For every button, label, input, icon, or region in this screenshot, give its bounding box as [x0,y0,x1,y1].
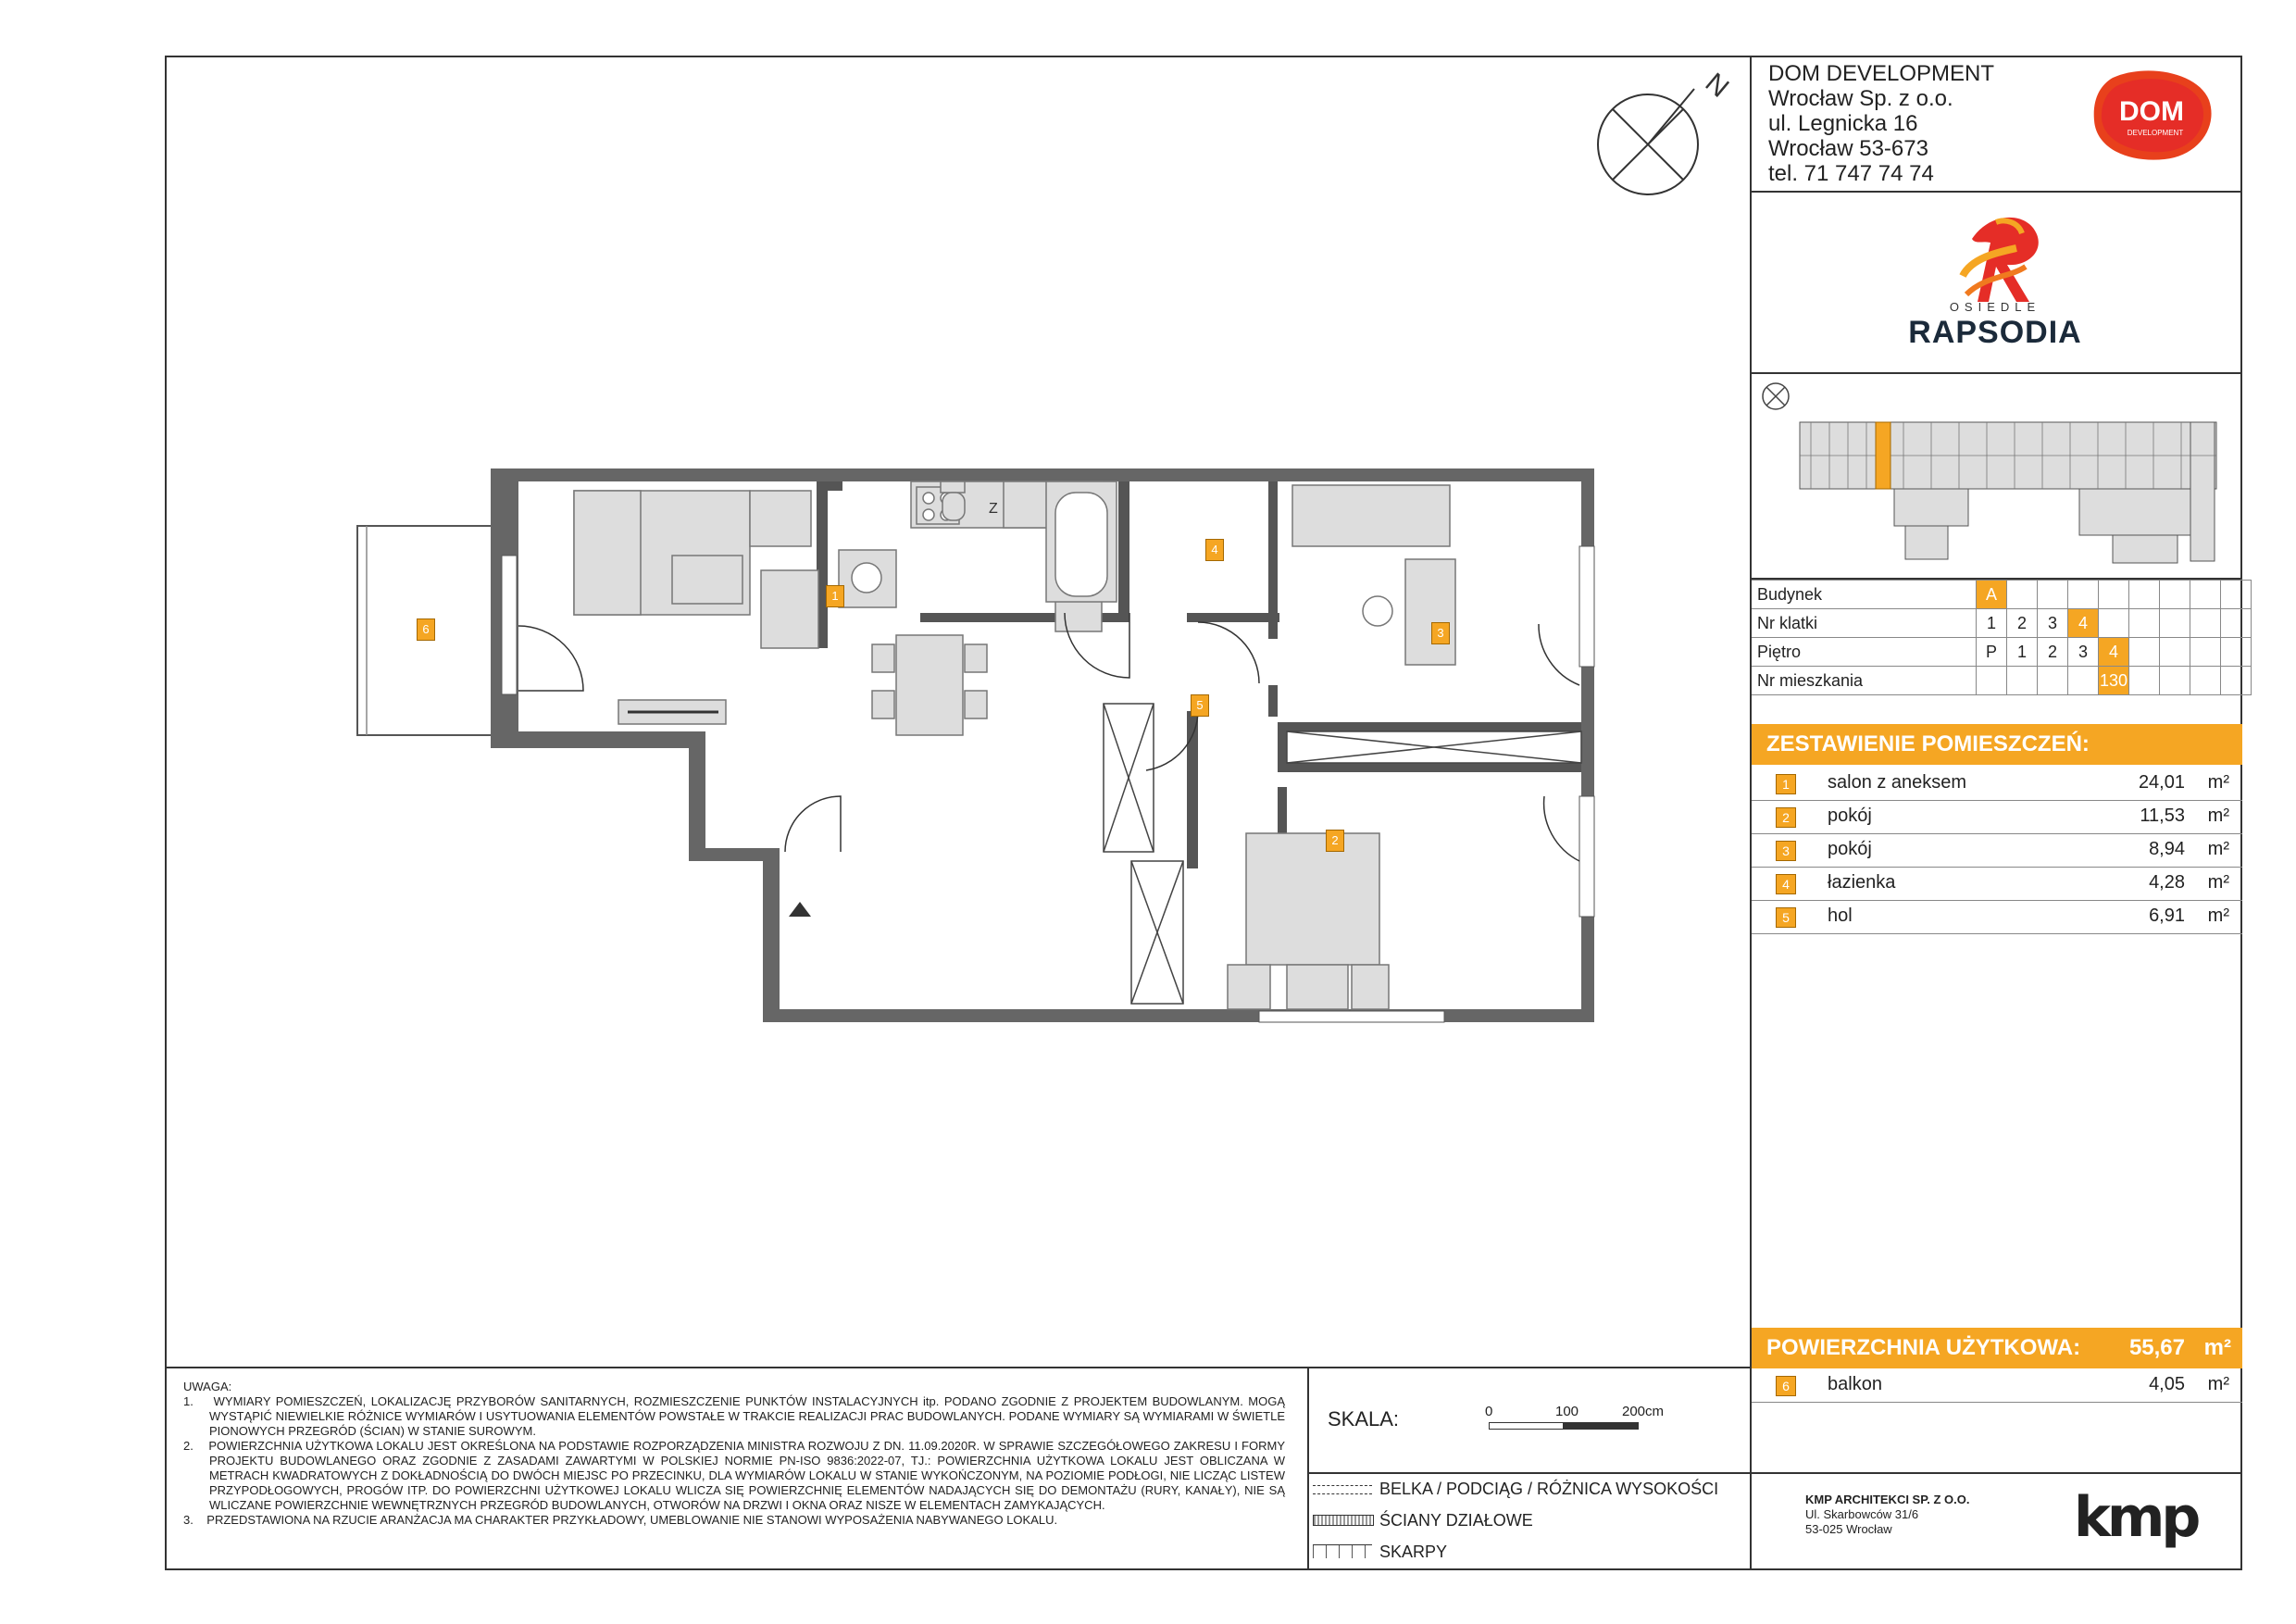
room-unit: m² [2207,839,2229,859]
legend-beam: BELKA / PODCIĄG / RÓŻNICA WYSOKOŚCI [1379,1480,1718,1499]
room-tag: 5 [1191,694,1209,717]
balcony-name: balkon [1828,1374,1882,1394]
divider [1307,1367,1309,1570]
logo-text: DOM [2119,96,2184,127]
location-cell [2099,609,2129,638]
location-cell [1977,667,2007,695]
room-name: salon z aneksem [1828,772,1967,793]
location-cell [2221,609,2252,638]
scale-label: SKALA: [1328,1407,1400,1430]
notes-title: UWAGA: [183,1380,232,1393]
usable-area-unit: m² [2203,1335,2231,1360]
location-cell: 3 [2038,609,2068,638]
room-area: 8,94 [2149,839,2185,859]
location-cell [2190,667,2221,695]
key-plan-unit-highlight [1876,422,1890,489]
location-cell [2099,581,2129,609]
partition-wall-icon [1313,1515,1374,1526]
estate-logo [1907,211,2083,359]
balcony-unit: m² [2207,1374,2229,1394]
location-cell [2190,638,2221,667]
location-cell: 130 [2099,667,2129,695]
rooms-header: ZESTAWIENIE POMIESZCZEŃ: [1752,724,2242,765]
location-label: Budynek [1752,581,1977,609]
room-area: 11,53 [2140,806,2185,826]
room-number: 2 [1776,807,1796,828]
room-name: łazienka [1828,872,1896,893]
location-cell [2007,667,2038,695]
balcony-row [1752,1368,2242,1403]
balcony-area: 4,05 [2149,1374,2185,1394]
room-unit: m² [2207,872,2229,893]
location-cell: P [1977,638,2007,667]
key-plan-compass-icon [1763,383,1789,409]
company-info [1768,61,1994,186]
scale-bar [1485,1404,1670,1431]
room-row [1752,800,2242,834]
slope-icon [1313,1544,1372,1558]
logo-subtext: DEVELOPMENT [2127,129,2184,137]
room-number: 1 [1776,774,1796,794]
location-cell: 1 [2007,638,2038,667]
room-tag: 1 [826,585,844,607]
location-cell [2129,609,2160,638]
compass-icon [1598,59,1735,198]
room-row [1752,767,2242,801]
legend-walls: ŚCIANY DZIAŁOWE [1379,1511,1533,1530]
north-label: N [1699,67,1735,104]
room-number: 5 [1776,907,1796,928]
room-name: pokój [1828,806,1872,826]
legend-slopes: SKARPY [1379,1543,1447,1562]
location-row [1752,667,2252,695]
room-unit: m² [2207,772,2229,793]
location-row [1752,638,2252,667]
usable-area-bar [1752,1328,2242,1368]
location-cell [2160,581,2190,609]
location-label: Piętro [1752,638,1977,667]
balcony-number: 6 [1776,1376,1796,1396]
usable-area-label: POWIERZCHNIA UŻYTKOWA: [1766,1335,2081,1360]
location-cell [2038,667,2068,695]
location-cell [2160,667,2190,695]
dom-development-logo [2090,67,2215,163]
location-cell [2160,638,2190,667]
architect-city: 53-025 Wrocław [1805,1522,1892,1536]
location-label: Nr klatki [1752,609,1977,638]
location-cell: 4 [2068,609,2099,638]
company-phone: tel. 71 747 74 74 [1768,161,1934,186]
room-tag: 2 [1326,830,1344,852]
location-cell: 2 [2038,638,2068,667]
room-name: hol [1828,906,1853,926]
entrance-icon [789,902,811,917]
architect-name: KMP ARCHITEKCI SP. Z O.O. [1805,1493,1970,1506]
location-cell [2038,581,2068,609]
room-row [1752,900,2242,934]
location-row [1752,581,2252,609]
room-tag: 6 [417,618,435,641]
bedroom-large [1228,833,1389,1009]
location-cell: 1 [1977,609,2007,638]
company-city: Wrocław 53-673 [1768,136,1928,161]
company-name: DOM DEVELOPMENT [1768,61,1995,86]
fridge-symbol: Z [989,501,998,517]
location-cell [2160,609,2190,638]
location-cell [2221,581,2252,609]
scale-tick: 100 [1555,1404,1579,1419]
key-plan [1755,380,2237,574]
location-cell: 2 [2007,609,2038,638]
divider [1750,372,2242,374]
room-tag: 3 [1431,622,1450,644]
note-item: 3. PRZEDSTAWIONA NA RZUCIE ARANŻACJA MA CHARAKTER PRZYKŁADOWY, UMEBLOWANIE NIE STANOWI WYPOSAŻENIA NABYWANEGO LOKALU. [183,1513,1058,1527]
room-area: 4,28 [2149,872,2185,893]
room-area: 24,01 [2138,772,2185,793]
room-unit: m² [2207,806,2229,826]
room-unit: m² [2207,906,2229,926]
scale-tick: 200cm [1622,1404,1665,1419]
location-cell: 3 [2068,638,2099,667]
divider [1750,1472,2242,1474]
location-cell: 4 [2099,638,2129,667]
room-area: 6,91 [2149,906,2185,926]
room-number: 4 [1776,874,1796,894]
architect-street: Ul. Skarbowców 31/6 [1805,1507,1919,1521]
location-row [1752,609,2252,638]
location-cell [2129,638,2160,667]
divider [1750,191,2242,193]
divider [1307,1472,1750,1474]
room-row [1752,833,2242,868]
room-name: pokój [1828,839,1872,859]
room-row [1752,867,2242,901]
divider [165,1367,1750,1368]
location-table [1752,580,2252,695]
location-cell [2068,667,2099,695]
estate-name: RAPSODIA [1908,315,2082,350]
usable-area-value: 55,67 [2128,1335,2185,1360]
dashed-line-icon [1313,1485,1372,1494]
location-cell [2190,581,2221,609]
floor-plan [343,454,1602,1028]
scale-tick: 0 [1485,1404,1493,1419]
company-street: ul. Legnicka 16 [1768,111,1918,136]
architect-info [1805,1493,1969,1537]
estate-subtitle: OSIEDLE [1949,300,2041,314]
location-cell [2221,667,2252,695]
location-cell [2221,638,2252,667]
company-legal: Wrocław Sp. z o.o. [1768,86,1953,111]
location-label: Nr mieszkania [1752,667,1977,695]
room-tag: 4 [1205,539,1224,561]
notes [183,1380,1285,1528]
location-cell [2129,667,2160,695]
location-cell [2068,581,2099,609]
location-cell [2190,609,2221,638]
location-cell: A [1977,581,2007,609]
note-item: 2. POWIERZCHNIA UŻYTKOWA LOKALU JEST OKREŚLONA NA PODSTAWIE ROZPORZĄDZENIA MINISTRA ROZWOJU Z DN. 11.09.2020R. W SPRAWIE SZCZEGÓŁOWEGO ZAKRESU I FORMY PROJEKTU BUDOWLANEGO ORAZ ZGODNIE Z ZASADAMI ZAWARTYMI W POLSKIEJ NORMIE PN-ISO 9836:2022-07, TJ.: POWIERZCHNIA UŻYTKOWA LOKALU JEST OBLICZANA W METRACH KWADRATOWYCH Z DOKŁADNOŚCIĄ DO DWÓCH MIEJSC PO PRZECINKU, DLA WYMIARÓW LOKALU W STANIE WYKOŃCZONYM, NA POZIOMIE PODŁOGI, NIE LICZĄC LISTEW PRZYPODŁOGOWYCH, PROGÓW ITP. DO POWIERZCHNI UŻYTKOWEJ LOKALU WLICZA SIĘ POWIERZCHNIĘ ELEMENTÓW NADAJĄCYCH SIĘ DO DEMONTAŻU (RURY, KANAŁY), NIE SĄ WLICZANE POWIERZCHNIE WEWNĘTRZNYCH PRZEGRÓD BUDOWLANYCH, OTWORÓW NA DRZWI I OKNA ORAZ NISZE W ELEMENTACH ZAMYKAJĄCYCH. [183,1439,1285,1512]
location-cell [2129,581,2160,609]
kmp-logo: kmp [2074,1485,2198,1550]
location-cell [2007,581,2038,609]
note-item: 1. WYMIARY POMIESZCZEŃ, LOKALIZACJĘ PRZYBORÓW SANITARNYCH, ROZMIESZCZENIE PUNKTÓW INSTALACYJNYCH itp. PODANO ZGODNIE Z PROJEKTEM BUDOWLANYM. MOGĄ WYSTĄPIĆ NIEWIELKIE RÓŻNICE WYMIARÓW I USYTUOWANIA ELEMENTÓW POWSTAŁE W TRAKCIE REALIZACJI PRAC BUDOWLANYCH. PODANE WYMIARY SĄ WYMIARAMI W ŚWIETLE PIONOWYCH PRZEGRÓD (ŚCIAN) W STANIE SUROWYM. [183,1394,1285,1438]
room-number: 3 [1776,841,1796,861]
